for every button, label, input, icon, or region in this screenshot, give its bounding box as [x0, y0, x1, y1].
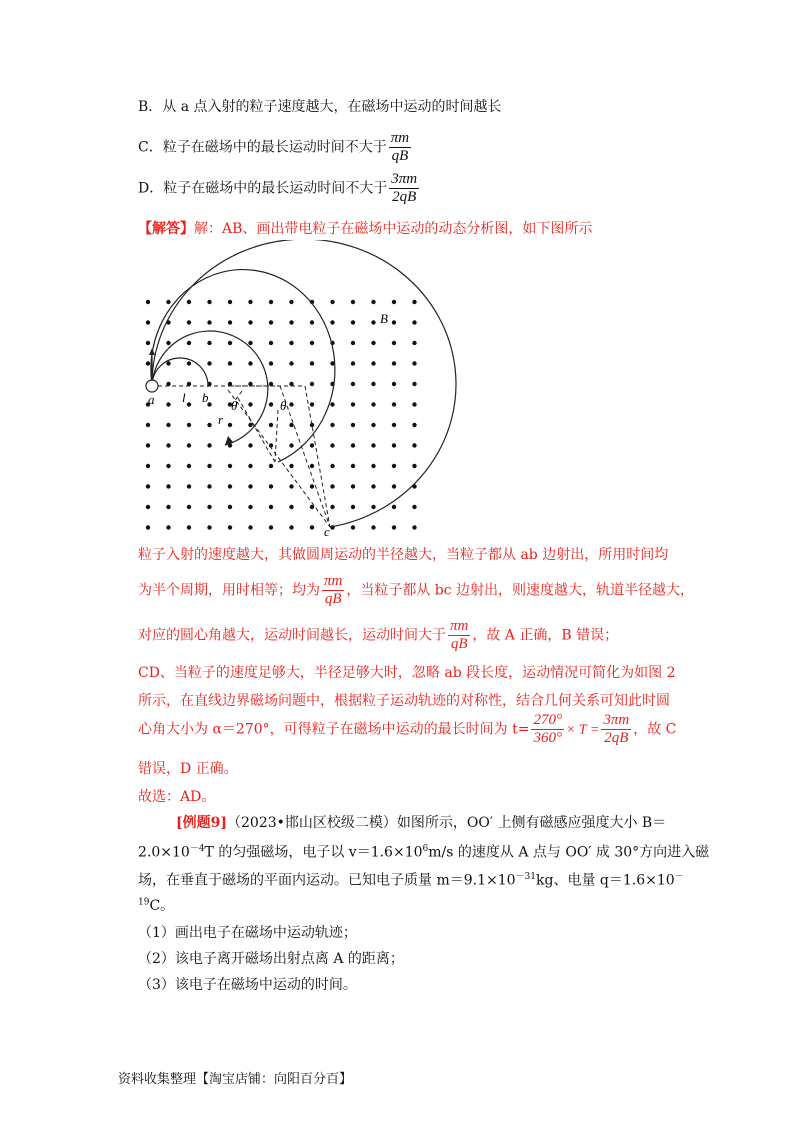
answer-intro-text: 解：AB、画出带电粒子在磁场中运动的动态分析图，如下图所示 [194, 221, 593, 237]
label-c: c [324, 524, 330, 539]
label-theta-2: θ [280, 398, 287, 413]
label-a: a [148, 392, 155, 407]
field-dot [207, 300, 211, 304]
field-dot [269, 525, 273, 529]
field-dot [207, 525, 211, 529]
field-dot [248, 320, 252, 324]
field-dot [412, 423, 416, 427]
field-dot [351, 525, 355, 529]
field-dot [166, 484, 170, 488]
field-dot [392, 423, 396, 427]
field-dot [371, 525, 375, 529]
field-dot [146, 361, 150, 365]
field-dot [310, 484, 314, 488]
field-dot [351, 484, 355, 488]
field-dot [248, 443, 252, 447]
answer-p2-fraction-1: $\frac{270^\circ}{360^\circ}$ [533, 712, 562, 746]
example-line2: $2.0\times 10^{-4}T$ 的匀强磁场，电子以 $v=1.6\times 10^6m/s$ 的速度从 A 点与 OO′ 成 30°方向进入磁 [138, 844, 710, 861]
field-dot [269, 300, 273, 304]
field-dot [289, 341, 293, 345]
field-dot [146, 300, 150, 304]
field-dot [248, 341, 252, 345]
field-dot [310, 525, 314, 529]
field-dot [248, 423, 252, 427]
field-dot [207, 505, 211, 509]
field-dot [351, 300, 355, 304]
label-theta-1: θ [231, 398, 238, 413]
option-d-text: D．粒子在磁场中的最长运动时间不大于 [138, 180, 388, 197]
trajectory-2 [152, 331, 268, 445]
field-dot [392, 443, 396, 447]
velocity-arrow [149, 348, 155, 355]
field-dot [166, 361, 170, 365]
field-dot [392, 341, 396, 345]
field-dot [289, 402, 293, 406]
answer-p2-line4: 错误，D 正确。 [138, 761, 238, 777]
label-b: b [202, 390, 209, 405]
field-dot [269, 464, 273, 468]
field-dot [371, 443, 375, 447]
field-dot [371, 382, 375, 386]
example-q3: （3）该电子在磁场中运动的时间。 [138, 977, 357, 993]
field-dot [371, 341, 375, 345]
field-dot [351, 443, 355, 447]
field-dot [392, 300, 396, 304]
field-dot [371, 464, 375, 468]
field-dot [228, 361, 232, 365]
field-dot [392, 320, 396, 324]
field-dot [187, 464, 191, 468]
field-dot [187, 443, 191, 447]
field-dot [187, 423, 191, 427]
option-d-fraction: $\frac{3\pi m}{2qB}$ [391, 171, 418, 205]
field-dot [269, 402, 273, 406]
field-dot [146, 464, 150, 468]
example-line3: 场，在垂直于磁场的平面内运动。已知电子质量 $m=9.1\times 10^{-31}kg$、电量 q＝1.6×10－ [138, 872, 684, 889]
field-dot [392, 361, 396, 365]
field-dot [146, 341, 150, 345]
field-dot [166, 464, 170, 468]
field-dot [412, 443, 416, 447]
field-dot [269, 505, 273, 509]
label-r: r [218, 412, 224, 427]
field-dot [392, 464, 396, 468]
field-dot [187, 300, 191, 304]
field-dot [310, 402, 314, 406]
field-dot [330, 300, 334, 304]
answer-intro [138, 218, 592, 238]
field-dot [330, 402, 334, 406]
field-dot [412, 300, 416, 304]
answer-p1-line1: 粒子入射的速度越大，其做圆周运动的半径越大，当粒子都从 ab 边射出，所用时间均 [138, 547, 669, 563]
field-dot [371, 320, 375, 324]
field-dot [146, 525, 150, 529]
field-dot [248, 464, 252, 468]
field-dot [207, 443, 211, 447]
example-line4: $^{19}$C。 [138, 897, 175, 914]
field-dot [310, 382, 314, 386]
field-dot [166, 300, 170, 304]
field-dot [228, 300, 232, 304]
field-dot [166, 341, 170, 345]
field-dot [371, 423, 375, 427]
field-dot [187, 525, 191, 529]
field-dot [330, 484, 334, 488]
field-dot [146, 505, 150, 509]
field-dot [351, 361, 355, 365]
magnetic-field-diagram [130, 240, 470, 540]
field-dot [248, 525, 252, 529]
option-c [138, 130, 413, 165]
field-dot [289, 300, 293, 304]
answer-p1-line2: 为半个周期，用时相等；均为 $\frac{\pi m}{qB}$ ，当粒子都从 bc 边射出，则速度越大，轨道半径越大， [138, 573, 695, 607]
field-dot [269, 320, 273, 324]
field-dot [351, 505, 355, 509]
field-dot [187, 505, 191, 509]
field-dot [228, 341, 232, 345]
field-dot [187, 341, 191, 345]
answer-p1-line3: 对应的圆心角越大，运动时间越长，运动时间大于 $\frac{\pi m}{qB}$ ，故 A 正确，B 错误； [138, 618, 619, 652]
field-dot [289, 505, 293, 509]
answer-p2-line2: 所示，在直线边界磁场问题中，根据粒子运动轨迹的对称性，结合几何关系可知此时圆 [138, 693, 670, 709]
field-dot [269, 361, 273, 365]
field-dot [351, 402, 355, 406]
field-dot [392, 402, 396, 406]
field-dot [248, 402, 252, 406]
example-tag: [例题9] [176, 815, 227, 831]
field-dot [412, 320, 416, 324]
answer-choose: 故选：AD。 [138, 789, 216, 805]
field-dot [289, 443, 293, 447]
field-dot [187, 484, 191, 488]
field-dot [371, 300, 375, 304]
option-c-fraction: $\frac{\pi m}{qB}$ [390, 130, 410, 164]
field-dot [228, 484, 232, 488]
field-dot [269, 484, 273, 488]
field-dot [412, 402, 416, 406]
field-dot [228, 505, 232, 509]
field-dot [412, 361, 416, 365]
field-dot [392, 484, 396, 488]
field-dot [351, 320, 355, 324]
field-dot [412, 464, 416, 468]
label-b-field: B [380, 311, 388, 326]
field-dots [146, 300, 417, 530]
field-dot [330, 505, 334, 509]
field-dot [330, 423, 334, 427]
option-d [138, 171, 421, 206]
field-dot [207, 361, 211, 365]
field-dot [248, 361, 252, 365]
field-dot [166, 402, 170, 406]
field-dot [392, 505, 396, 509]
field-dot [289, 320, 293, 324]
field-dot [146, 484, 150, 488]
field-dot [371, 402, 375, 406]
field-dot [207, 484, 211, 488]
field-dot [330, 320, 334, 324]
field-dot [228, 320, 232, 324]
field-dot [330, 361, 334, 365]
answer-p2-line3: 心角大小为 α＝270°，可得粒子在磁场中运动的最长时间为 t= $\frac{270^\circ}{360^\circ}$ × T = $\frac{3\pi m}{2qB}$ ，故 C [138, 712, 677, 746]
answer-p2-line1: CD、当粒子的速度足够大，半径足够大时，忽略 ab 段长度，运动情况可简化为如图 2 [138, 665, 676, 681]
field-dot [187, 320, 191, 324]
example-q2: （2）该电子离开磁场出射点离 A 的距离； [138, 951, 404, 967]
option-c-text: C．粒子在磁场中的最长运动时间不大于 [138, 139, 387, 156]
footer: 资料收集整理【淘宝店铺：向阳百分百】 [118, 1072, 353, 1087]
field-dot [248, 484, 252, 488]
field-dot [412, 341, 416, 345]
field-dot [146, 320, 150, 324]
field-dot [146, 423, 150, 427]
field-dot [310, 341, 314, 345]
field-dot [351, 341, 355, 345]
field-dot [289, 423, 293, 427]
field-dot [351, 464, 355, 468]
answer-p2-fraction-2: $\frac{3\pi m}{2qB}$ [603, 712, 630, 746]
field-dot [166, 525, 170, 529]
field-dot [392, 382, 396, 386]
field-dot [146, 443, 150, 447]
answer-p1-fraction-2: $\frac{\pi m}{qB}$ [450, 618, 469, 652]
field-dot [289, 525, 293, 529]
field-dot [371, 505, 375, 509]
field-dot [371, 361, 375, 365]
field-dot [166, 505, 170, 509]
field-dot [228, 464, 232, 468]
field-dot [187, 402, 191, 406]
field-dot [330, 443, 334, 447]
field-dot [166, 443, 170, 447]
field-dot [187, 361, 191, 365]
answer-tag: 【解答】 [138, 221, 194, 237]
field-dot [310, 464, 314, 468]
field-dot [207, 423, 211, 427]
field-dot [228, 525, 232, 529]
field-dot [248, 300, 252, 304]
field-dot [412, 382, 416, 386]
field-dot [289, 484, 293, 488]
field-dot [351, 423, 355, 427]
field-dot [412, 525, 416, 529]
field-dot [289, 464, 293, 468]
field-dot [269, 341, 273, 345]
field-dot [269, 423, 273, 427]
field-dot [248, 505, 252, 509]
field-dot [310, 320, 314, 324]
field-dot [289, 361, 293, 365]
trajectory-1 [152, 358, 208, 387]
label-l: l [182, 390, 186, 405]
example-q1: （1）画出电子在磁场中运动轨迹； [138, 925, 357, 941]
field-dot [207, 464, 211, 468]
field-dot [351, 382, 355, 386]
example-line1: [例题9]（2023•邯山区校级二模）如图所示，OO′ 上侧有磁感应强度大小 B＝ [176, 815, 667, 831]
field-dot [166, 423, 170, 427]
point-a [146, 380, 158, 392]
field-dot [207, 341, 211, 345]
field-dot [310, 443, 314, 447]
field-dot [330, 464, 334, 468]
answer-p1-fraction-1: $\frac{\pi m}{qB}$ [324, 573, 343, 607]
field-dot [310, 361, 314, 365]
field-dot [392, 525, 396, 529]
field-dot [371, 484, 375, 488]
trajectory-3 [151, 270, 335, 462]
field-dot [412, 505, 416, 509]
option-b: B．从 a 点入射的粒子速度越大，在磁场中运动的时间越长 [138, 99, 502, 115]
field-dot [228, 423, 232, 427]
field-dot [207, 320, 211, 324]
